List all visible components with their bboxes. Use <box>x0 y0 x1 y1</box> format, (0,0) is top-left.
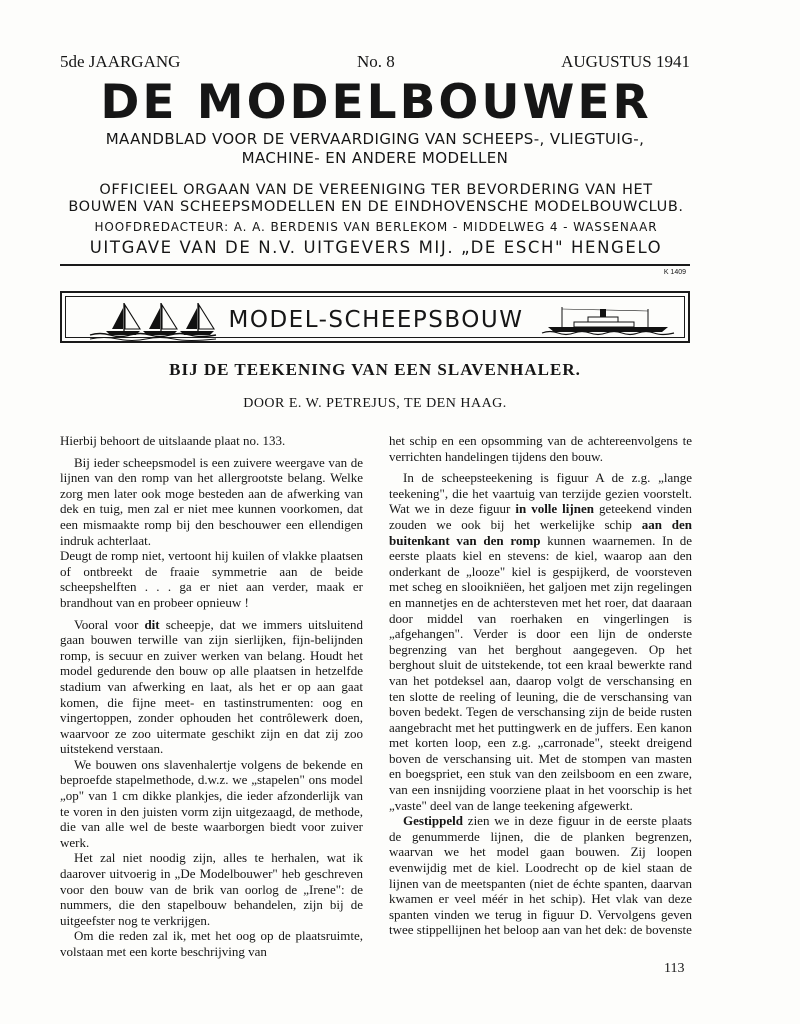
text-run: kunnen waarnemen. In de eerste plaats kiel en stevens: de kiel, waarop aan den onderkant de „looze" kiel is gespijkerd, de voorsteven met scheg en slooikniëen, het galjoen met zijn regelingen en mannetjes en de achtersteven met het roer, dat daaraan door middel van roerhaken en vingerlingen is „afgehangen". Verder is door een lijn de onderste begrenzing van het berghout aangegeven. Op het berghout sluit de uitstekende, tot een kraal bewerkte rand van het potdeksel aan, daarop volgt de verschansing en ten slotte de reeling of leuning, die de verschansing van boven bedekt. Tegen de verschansing zijn de beide rusten aangebracht met het puttingwerk en de juffers. Een kanon met korten loop, een z.g. „carronade", steekt dreigend boven de verschansing uit. Met de stompen van masten en boegspriet, een stuk van den zeilsboom en een zware, van een insnijding voorziene plaat in het voorschip is het „vaste" deel van de lange teekening afgewerkt. <box>389 532 692 813</box>
sailboats-illustration <box>88 299 218 343</box>
right-column <box>389 433 692 938</box>
official-organ-text <box>60 182 692 216</box>
editor-line: HOOFDREDACTEUR: A. A. BERDENIS VAN BERLEKOM - MIDDELWEG 4 - WASSENAAR <box>94 220 658 234</box>
steamship-illustration <box>540 303 676 339</box>
emphasis-text: dit <box>144 616 160 632</box>
section-banner <box>60 291 690 343</box>
emphasis-text: in volle lijnen <box>515 501 594 517</box>
volume-label: 5de JAARGANG <box>60 52 181 71</box>
paragraph: Om die reden zal ik, met het oog op de plaatsruimte, volstaan met een korte beschrijving van <box>60 928 363 959</box>
paragraph <box>60 617 363 757</box>
magazine-subtitle <box>60 130 690 168</box>
paragraph: het schip en een opsomming van de achtereenvolgens te verrichten handelingen tijdens den bouw. <box>389 433 692 464</box>
paragraph: Bij ieder scheepsmodel is een zuivere weergave van de lijnen van den romp van het allergrootste belang. Welke zorg men later ook moge besteden aan de afwerking van dek en tuig, men zal er niet mee kunnen voorkomen, dat een mismaakte romp bij den beschouwer een ellendigen indruk achterlaat. <box>60 454 363 548</box>
left-column <box>60 433 363 960</box>
article-byline: DOOR E. W. PETREJUS, TE DEN HAAG. <box>243 396 507 411</box>
issue-date: AUGUSTUS 1941 <box>561 52 690 71</box>
issue-number: No. 8 <box>357 52 395 71</box>
paragraph: Hierbij behoort de uitslaande plaat no. 133. <box>60 433 286 448</box>
banner-title: MODEL-SCHEEPSBOUW <box>228 307 524 333</box>
paragraph: Deugt de romp niet, vertoont hij kuilen of vlakke plaatsen of ontbreekt de fraaie symmetrie aan de beide scheepshelften . . . ga er niet aan verder, maak er brandhout van en probeer opnieuw ! <box>60 548 363 610</box>
paragraph: We bouwen ons slavenhalertje volgens de bekende en beproefde stapelmethode, d.w.z. we „stapelen" ons model „op" van 1 cm dikke plankjes, die ieder afzonderlijk van te voren in den juisten vorm zijn uitgezaagd, de methode, die van alle wel de beste waarborgen biedt voor zuiver werk. <box>60 756 363 850</box>
banner-inner-frame <box>65 296 685 338</box>
subtitle-line-1: MAANDBLAD VOOR DE VERVAARDIGING VAN SCHEEPS-, VLIEGTUIG-, <box>105 130 645 148</box>
text-run: geteekend vinden zouden we ook bij het werkelijke schip <box>389 501 693 532</box>
paragraph <box>389 470 692 813</box>
official-line-2: BOUWEN VAN SCHEEPSMODELLEN EN DE EINDHOVENSCHE MODELBOUWCLUB. <box>68 199 684 215</box>
paragraph <box>389 813 692 938</box>
catalog-code: K 1409 <box>663 269 686 276</box>
magazine-title: DE MODELBOUWER <box>100 75 652 130</box>
publisher-line: UITGAVE VAN DE N.V. UITGEVERS MIJ. „DE ESCH" HENGELO <box>89 238 663 257</box>
text-run: In de scheepsteekening is figuur A de z.g. „lange teekening", die het vaartuig van terzijde gezien voorstelt. Wat we in deze figuur <box>389 470 692 517</box>
masthead-divider <box>60 264 690 266</box>
paragraph: Het zal niet noodig zijn, alles te herhalen, wat ik daarover uitvoerig in „De Modelbouwer" heb geschreven voor den bouw van de brik van oorlog de „Irene": de nummers, die den stapelbouw behandelen, zijn bij de uitgeefster nog te verkrijgen. <box>60 850 363 928</box>
text-run: scheepje, dat we immers uitsluitend gaan bouwen terwille van zijn sierlijken, fijn-belijnden romp, is secuur en zuiver werken van belang. Houdt het model gedurende den bouw op alle plaatsen in hetzelfde stadium van afwerking en laat, als het er op aan gaat komen, die fijne meet- en tastinstrumenten: oog en vingertoppen, zonder ophouden het contrôlewerk doen, waarvoor ze zoo uitermate geschikt zijn en dat zij zoo uitstekend verstaan. <box>60 616 363 757</box>
text-run: Vooral voor <box>74 616 145 632</box>
official-line-1: OFFICIEEL ORGAAN VAN DE VEREENIGING TER BEVORDERING VAN HET <box>99 182 653 198</box>
masthead-info-row <box>60 52 690 74</box>
text-run: zien we in deze figuur in de eerste plaats de genummerde lijnen, die de planken begrenzen, waarvan we het model gaan bouwen. Zij loopen evenwijdig met de kiel. Loodrecht op de kiel staan de lijnen van de meetspanten (niet de échte spanten, daarvan kwamen er veel méér in het schip). Het vlak van deze spanten vinden we terug in figuur D. Vervolgens geven twee stippellijnen het beloop aan van het dek: de bovenste <box>389 813 692 938</box>
page-number: 113 <box>664 961 685 976</box>
subtitle-line-2: MACHINE- EN ANDERE MODELLEN <box>241 149 509 167</box>
article-title: BIJ DE TEEKENING VAN EEN SLAVENHALER. <box>169 360 581 379</box>
emphasis-text: aan den buitenkant van den romp <box>389 516 692 548</box>
emphasis-text: Gestippeld <box>403 813 463 829</box>
